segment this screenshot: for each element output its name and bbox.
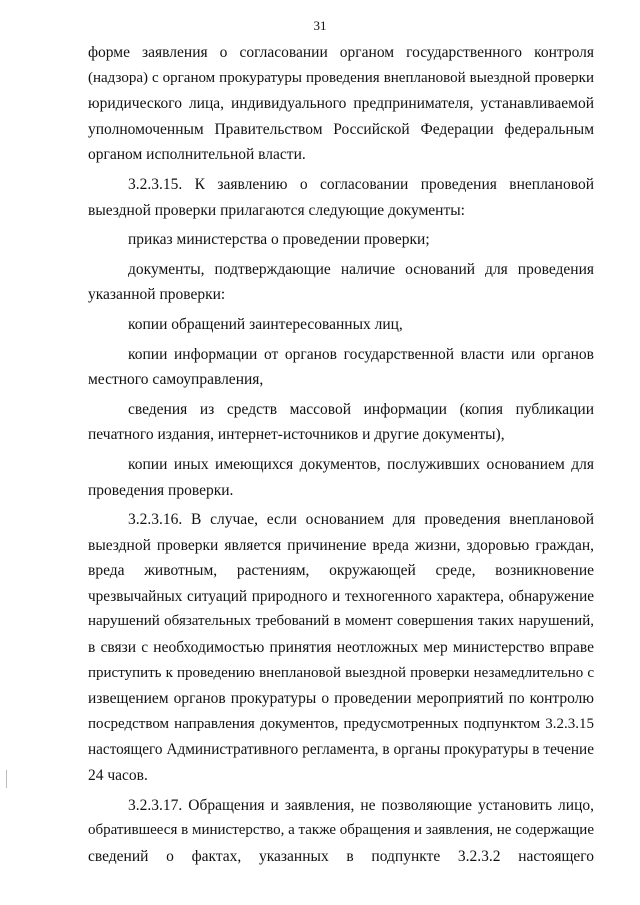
paragraph-order-item [88, 227, 594, 253]
text-line: органом исполнительной власти. [88, 146, 306, 164]
document-body [88, 40, 594, 869]
paragraph-documents-item [88, 257, 594, 308]
text-line: документы, подтверждающие наличие оснований для проведения [128, 260, 594, 278]
text-line: 3.2.3.17. Обращения и заявления, не позволяющие установить лицо, [128, 796, 594, 814]
paragraph-3-2-3-16 [88, 507, 594, 789]
paragraph-3-2-3-15 [88, 172, 594, 223]
text-line: выездной проверки прилагаются следующие документы: [88, 201, 465, 219]
text-line: указанной проверки: [88, 286, 226, 304]
text-line: в связи с необходимостью принятия неотложных мер министерство вправе [88, 639, 594, 657]
text-line: 3.2.3.15. К заявлению о согласовании проведения внеплановой [128, 175, 594, 193]
text-line: проведения проверки. [88, 481, 234, 499]
text-line: настоящего Административного регламента, в органы прокуратуры в течение [88, 741, 594, 759]
text-line: копии иных имеющихся документов, послуживших основанием для [128, 455, 594, 473]
text-line: чрезвычайных ситуаций природного и техногенного характера, обнаружение [88, 587, 594, 605]
text-line: обратившееся в министерство, а также обращения и заявления, не содержащие [88, 822, 594, 839]
text-line: 24 часов. [88, 767, 148, 785]
text-line: печатного издания, интернет-источников и другие документы), [88, 426, 505, 444]
text-line: сведений о фактах, указанных в подпункте 3.2.3.2 настоящего [88, 847, 594, 865]
paragraph-other-documents [88, 452, 594, 503]
page-number: 31 [313, 18, 327, 33]
paragraph-authorities-info [88, 342, 594, 393]
paragraph-continuation [88, 40, 594, 168]
text-line: юридического лица, индивидуального предпринимателя, устанавливаемой [88, 95, 594, 113]
text-line: вреда животным, растениям, окружающей среде, возникновение [88, 562, 594, 580]
text-line: нарушений обязательных требований в момент совершения таких нарушений, [88, 613, 594, 630]
text-line: форме заявления о согласовании органом государственного контроля [88, 44, 594, 61]
text-line: 3.2.3.16. В случае, если основанием для проведения внеплановой [128, 511, 594, 529]
text-line: (надзора) с органом прокуратуры проведения внеплановой выездной проверки [88, 69, 594, 86]
paragraph-media-info [88, 397, 594, 448]
text-line: приказ министерства о проведении проверки; [128, 231, 430, 249]
text-line: извещением органов прокуратуры о проведении мероприятий по контролю [88, 690, 594, 708]
text-line: копии обращений заинтересованных лиц, [128, 315, 403, 333]
margin-scan-mark [6, 770, 7, 788]
text-line: приступить к проведению внеплановой выездной проверки незамедлительно с [88, 664, 594, 681]
text-line: местного самоуправления, [88, 371, 264, 389]
text-line: уполномоченным Правительством Российской Федерации федеральным [88, 120, 594, 138]
text-line: выездной проверки является причинение вреда жизни, здоровью граждан, [88, 536, 594, 554]
text-line: посредством направления документов, предусмотренных подпунктом 3.2.3.15 [88, 715, 594, 732]
paragraph-3-2-3-17 [88, 793, 594, 870]
text-line: копии информации от органов государственной власти или органов [128, 345, 594, 363]
paragraph-appeals-copies [88, 312, 594, 338]
text-line: сведения из средств массовой информации (копия публикации [128, 400, 594, 418]
